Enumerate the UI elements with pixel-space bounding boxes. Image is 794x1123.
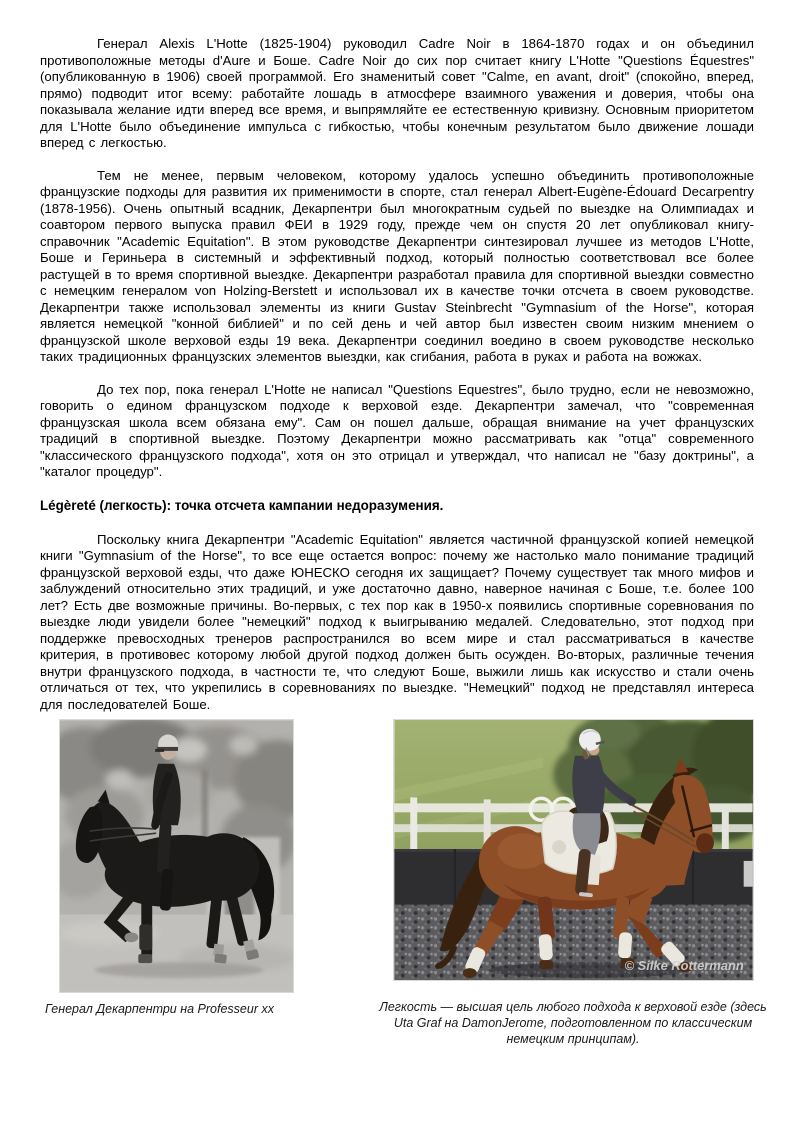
photo-watermark: © Silke Rottermann bbox=[624, 958, 744, 974]
body-paragraph-3: До тех пор, пока генерал L'Hotte не написал "Questions Equestres", было трудно, если не невозможно, говорить о едином французском подходе к верховой езде. Декарпентри замечал, что "современная французская школа всем обязана ему". Сам он пошел дальше, обращая внимание на учет французских традиций в спортивной выездке. Поэтому Декарпентри можно рассматривать как "отца" современного "классического французского подхода", хотя он это отрицал и утверждал, что написал не "базу доктрины", а "каталог процедур". bbox=[40, 381, 754, 479]
body-paragraph-1: Генерал Alexis L'Hotte (1825-1904) руководил Cadre Noir в 1864-1870 годах и он объединил противоположные методы d'Aure и Боше. Cadre Noir до сих пор считает книгу L'Hotte "Questions Équestres" (опубликованную в 1906) своей программой. Его знаменитый совет "Calme, en avant, droit" (спокойно, вперед, прямо) подводит итог всему: работайте лошадь в атмосфере взаимного уважения и доверия, чтобы она показывала желание идти вперед все время, и выпрямляйте ее естественную кривизну. Основным приоритетом для L'Hotte было объединение импульса с гибкостью, чтобы конечным результатом было движение лошади вперед с легкостью. bbox=[40, 36, 754, 150]
figure-caption-right: Легкость — высшая цель любого подхода к верховой езде (здесь Uta Graf на DamonJerome, подготовленном по классическим немецким принципам). bbox=[379, 1000, 767, 1046]
figure-row bbox=[40, 719, 767, 1047]
ground bbox=[60, 914, 294, 991]
figure-decarpentry bbox=[40, 719, 294, 1017]
figure-uta-graf bbox=[377, 719, 769, 1047]
figure-caption-left: Генерал Декарпентри на Professeur xx bbox=[45, 1002, 274, 1016]
decarpentry-photo-illustration bbox=[59, 719, 294, 993]
body-paragraph-4: Поскольку книга Декарпентри "Academic Equitation" является частичной французской копией немецкой книги "Gymnasium of the Horse", то все еще остается вопрос: почему же настолько мало понимание традиций французской верховой езды, что даже ЮНЕСКО сегодня их защищает? Почему существует так много мифов и заблуждений относительно этих традиций, и уже достаточно давно, наверное начиная с Боше, т.е. более 100 лет? Есть две возможные причины. Во-первых, с тех пор как в 1950-х появились спортивные соревнования по выездке люди увидели более "немецкий" подход к выигрыванию медалей. Следовательно, этот подход при поддержке превосходных тренеров распространился во всем мире и стал рассматриваться в качестве критерия, в противовес которому любой другой подход должен быть осужден. Во-вторых, различные течения внутри французского подхода, в частности те, что следуют Боше, выжили лишь как искусство и стали очень отличаться от тех, что укрепились в соревнованиях по выездке. "Немецкий" подход не представлял интереса для последователей Боше. bbox=[40, 531, 754, 712]
uta-graf-photo-illustration bbox=[393, 719, 754, 981]
body-paragraph-2: Тем не менее, первым человеком, которому удалось успешно объединить противоположные французские подходы для развития их применимости в спорте, стал генерал Albert-Eugène-Édouard Decarpentry (1878-1956). Очень опытный всадник, Декарпентри был многократным судьей по выездке на Олимпиадах и соавтором первого выпуска правил ФЕИ в 1929 году, прежде чем он спустя 20 лет опубликовал книгу-справочник "Academic Equitation". В этом руководстве Декарпентри синтезировал лучшее из методов L'Hotte, Боше и Гериньера в системный и эффективный подход, который полностью соответствовал все более растущей в то время спортивной выездке. Декарпентри разработал правила для спортивной выездки совместно с немецким генералом von Holzing-Berstett и использовал их в качестве точки отсчета в своем руководстве. Декарпентри также использовал элементы из книги Gustav Steinbrecht "Gymnasium of the Horse", которая является немецкой "конной библией" и по сей день и чей автор был известен своим низким мнением о французской школе верховой езды 19 века. Декарпентри соединил воедино в своем руководстве несколько таких традиционных французских элементов выездки, как сгибания, работа в руках и работа на вожжах. bbox=[40, 167, 754, 364]
section-heading: Légèreté (легкость): точка отсчета кампании недоразумения. bbox=[40, 497, 444, 513]
